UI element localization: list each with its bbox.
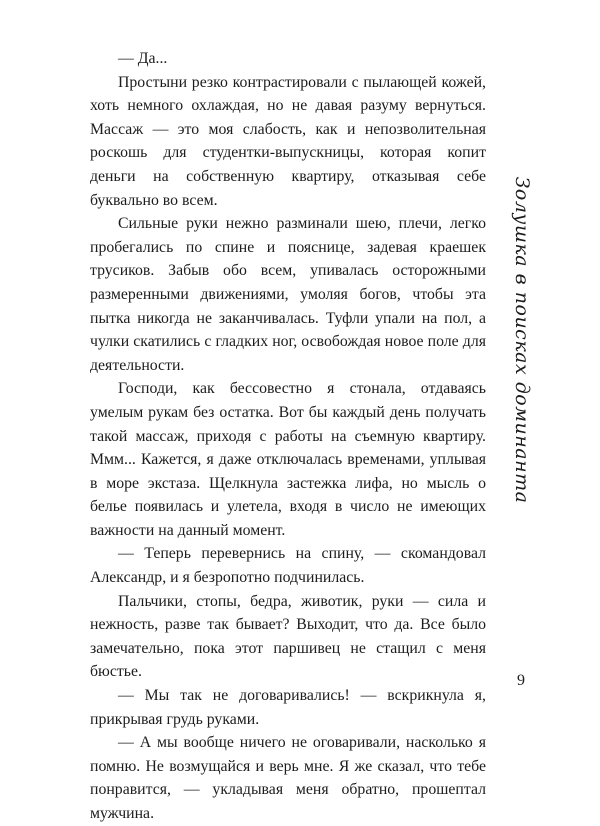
- paragraph: Сильные руки нежно разминали шею, плечи, легко пробегались по спине и пояснице, задевая краешек трусиков. Забыв обо всем, упивалась осторожными размеренными движениями, умоляя богов, чтобы эта пытка никогда не заканчивалась. Туфли упали на пол, а чулки скатились с гладких ног, освобождая новое поле для деятельности.: [90, 215, 486, 374]
- paragraph: — Да...: [118, 50, 168, 67]
- page-number: 9: [517, 672, 525, 689]
- paragraph: — Мы так не договаривались! — вскрикнула я, прикрывая грудь руками.: [90, 687, 486, 728]
- paragraph: Пальчики, стопы, бедра, животик, руки — сила и нежность, разве так бывает? Выходит, что да. Все было замечательно, пока этот паршивец не стащил с меня бюстье.: [90, 592, 486, 681]
- running-title: Золушка в поисках доминанта: [511, 176, 533, 504]
- paragraph: Простыни резко контрастировали с пылающей кожей, хоть немного охлаждая, но не давая разуму вернуться. Массаж — это моя слабость, как и непозволительная роскошь для студентки-выпускницы, которая копит деньги на собственную квартиру, отказывая себе буквально во всем.: [90, 73, 486, 209]
- page-body: [90, 47, 486, 826]
- paragraph: — Теперь перевернись на спину, — скомандовал Александр, и я безропотно подчинилась.: [90, 545, 486, 587]
- paragraph: — А мы вообще ничего не оговаривали, насколько я помню. Не возмущайся и верь мне. Я же сказал, что тебе понравится, — укладывая меня обратно, прошептал мужчина.: [90, 734, 486, 822]
- paragraph: Господи, как бессовестно я стонала, отдаваясь умелым рукам без остатка. Вот бы каждый день получать такой массаж, приходя с работы на съемную квартиру. Ммм... Кажется, я даже отключалась временами, уплывая в море экстаза. Щелкнула застежка лифа, но мысль о белье появилась и улетела, входя в число не имеющих важности на данный момент.: [90, 380, 486, 539]
